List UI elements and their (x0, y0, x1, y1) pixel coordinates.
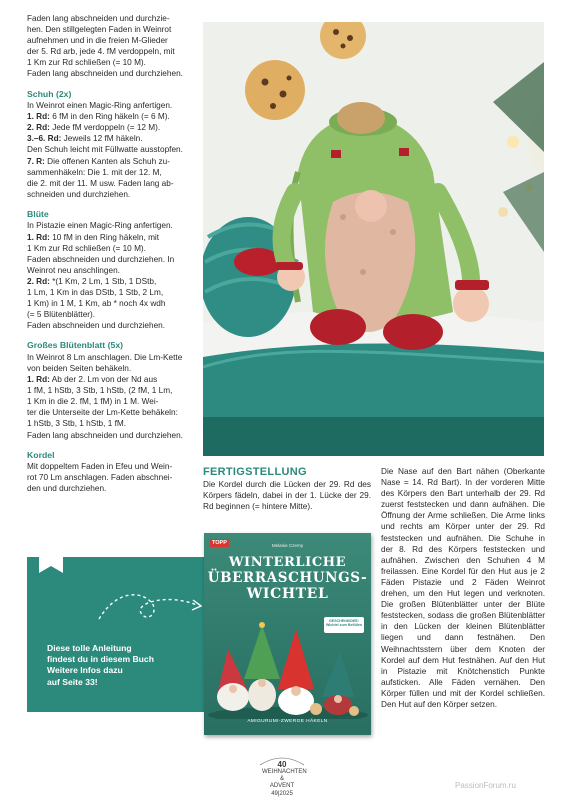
assembly-instructions: Die Nase auf den Bart nähen (Oberkante Nase = 14. Rd Bart). In der vorderen Mitte des Körpers den Bart unterhalb der 29. Rd zuerst feststecken und dann aufnähen. Die Öffnung der Arme schließen. Die Arme links und rechts am Körper unter der 29. Rd feststecken und aufnähen. Die Schuhe in der 8. Rd des Körpers feststecken und aufnähen. Zwischen den Schuhen 4 M freilassen. Eine Kordel für den Hut aus je 2 Fäden Pistazie und 2 Fäden Weinrot drehen, um den Hut legen und verknoten. Die großen Blütenblätter unter der Blüte feststecken, sodass die großen Blütenblätter in den Lücken der kleinen Blütenblätter liegen und dann festnähen. Den Weihnachtsstern über dem Knoten der Kordel auf dem Hut festnähen. Auf den Hut in Pistazie mit Knötchenstich Punkte aufsticken. Alle Fäden vernähen. Den Körper füllen und mit der Kordel schließen. Den Hut auf den Körper setzen. (381, 467, 545, 709)
promo-text: Diese tolle Anleitung findest du in diesem Buch Weitere Infos dazu auf Seite 33! (47, 643, 154, 687)
kordel-instructions: Mit doppeltem Faden in Efeu und Wein- rot 70 Lm anschlagen. Faden abschnei- den und durchziehen. (27, 462, 173, 494)
promo-box (27, 557, 204, 712)
fertigstellung-section (203, 466, 371, 512)
publisher-logo: TOPP (212, 540, 227, 546)
intro-text: Faden lang abschneiden und durchzie- hen. Den stillgelegten Faden in Weinrot aufnehmen und in die freien M-Glieder der 5. Rd arb, jede 4. fM verdoppeln, mit 1 Km zur Rd schließen (= 10 M). Faden lang abschneiden und durchziehen. (27, 14, 183, 79)
left-column (27, 13, 195, 494)
book-subtitle: AMIGURUMI-ZWERGE HÄKELN (247, 719, 328, 724)
book-badge: GESCHENKIDEE: Wichtel zum Befüllen (324, 617, 364, 633)
dashed-arrow-icon (97, 579, 207, 639)
book-cover[interactable] (204, 533, 371, 735)
bluete-instructions: In Pistazie einen Magic-Ring anfertigen. 1. Rd: 10 fM in den Ring häkeln, mit 1 Km zur Rd schließen (= 10 M). Faden abschneiden und durchziehen. In Weinrot neu anschlingen. 2. Rd: *(1 Km, 2 Lm, 1 Stb, 1 DStb, 1 Lm, 1 Km in das DStb, 1 Stb, 2 Lm, 1 Km) in 1 M, 1 Km, ab * noch 4x wdh (= 5 Blütenblätter). Faden abschneiden und durchziehen. (27, 221, 175, 331)
page-folio: 40 WEIHNACHTEN & ADVENT 49|2025 (262, 760, 307, 797)
right-column (381, 466, 545, 710)
page-number: 40 (277, 760, 287, 769)
fertigstellung-heading: FERTIGSTELLUNG (203, 466, 307, 478)
book-gnomes-illustration (204, 611, 371, 719)
watermark: PassionForum.ru (455, 781, 516, 790)
bookmark-icon (39, 555, 63, 575)
bluetenblatt-heading: Großes Blütenblatt (5x) (27, 340, 124, 351)
book-title: WINTERLICHE ÜBERRASCHUNGS- WICHTEL (207, 555, 368, 602)
book-author: Melanie Czerny (271, 543, 304, 548)
crochet-gnome-illustration (203, 22, 544, 456)
schuh-heading: Schuh (2x) (27, 88, 72, 99)
kordel-heading: Kordel (27, 449, 55, 460)
bluetenblatt-instructions: In Weinrot 8 Lm anschlagen. Die Lm-Kette von beiden Seiten behäkeln. 1. Rd: Ab der 2. Lm von der Nd aus 1 fM, 1 hStb, 3 Stb, 1 hStb, (2 fM, 1 Lm, 1 Km in die 2. fM, 1 fM) in 1 M. Wei- ter die Unterseite der Lm-Kette behäkeln: 1 hStb, 3 Stb, 1 hStb, 1 fM. Faden lang abschneiden und durchziehen. (27, 352, 183, 440)
bluete-heading: Blüte (27, 208, 49, 219)
fertigstellung-text: Die Kordel durch die Lücken der 29. Rd des Körpers fädeln, dabei in der 1. Lücke der 29. Rd beginnen (= hintere Mitte). (203, 480, 371, 512)
schuh-instructions: In Weinrot einen Magic-Ring anfertigen. 1. Rd: 6 fM in den Ring häkeln (= 6 M). 2. Rd: Jede fM verdoppeln (= 12 M). 3.–6. Rd: Jeweils 12 fM häkeln. Den Schuh leicht mit Füllwatte ausstopfen. 7. R: Die offenen Kanten als Schuh zu- sammenhäkeln: Die 1. mit der 12. M, die 2. mit der 11. M usw. Faden lang ab- schneiden und durchziehen. (27, 101, 183, 199)
gnome-photo (203, 22, 544, 456)
